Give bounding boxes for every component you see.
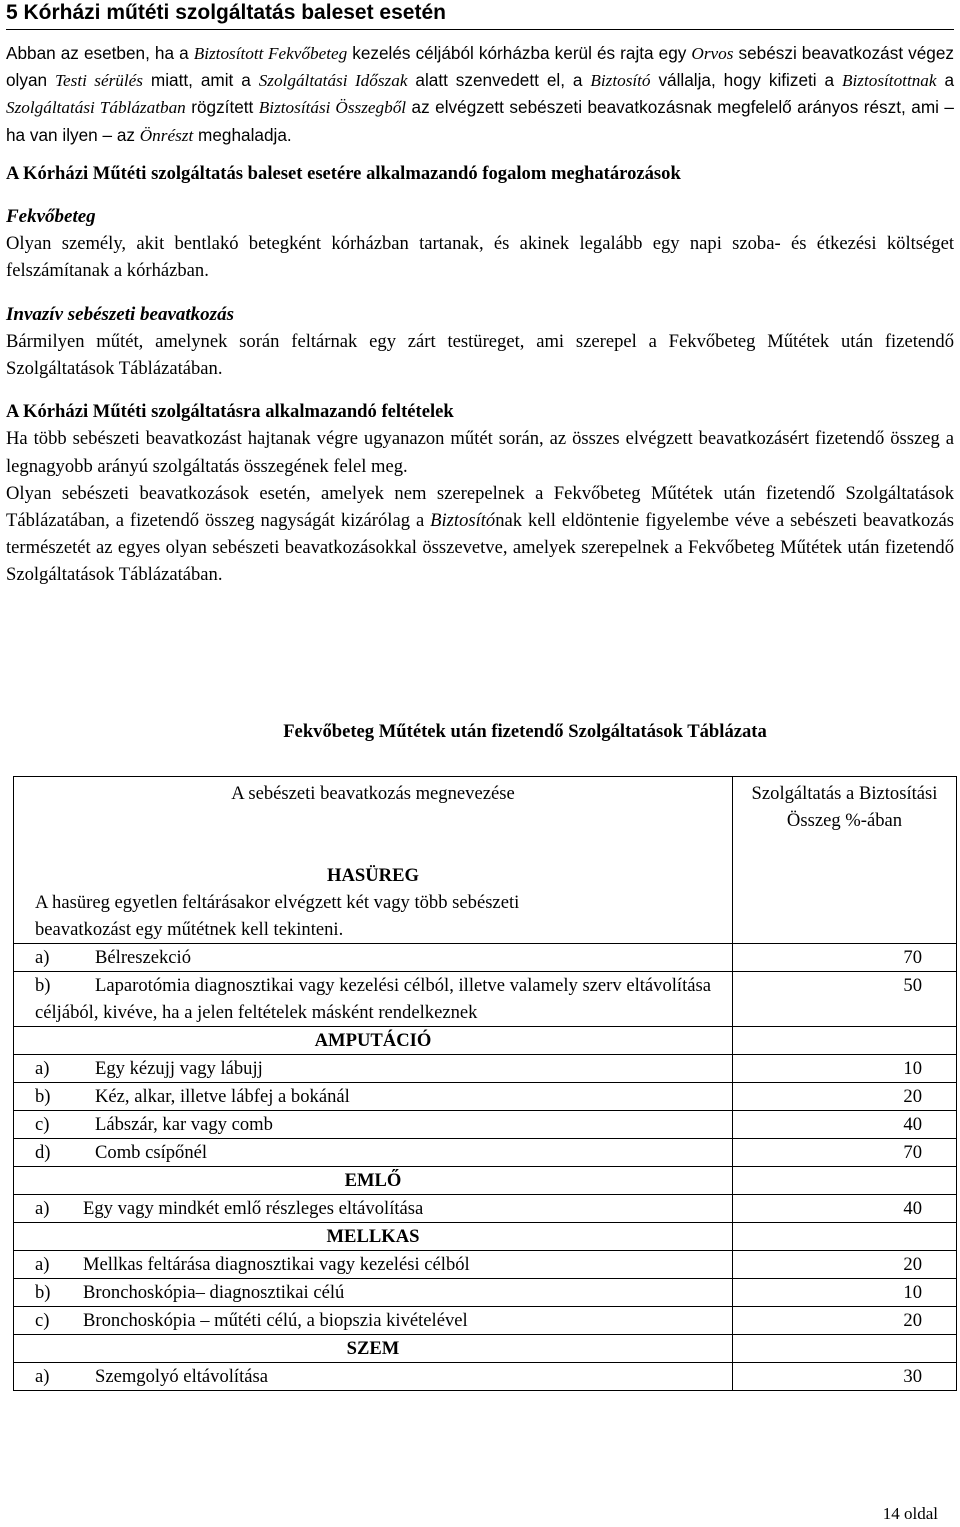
condition-2-italic: Biztosító bbox=[430, 510, 496, 532]
section-row bbox=[14, 1223, 957, 1251]
section-cell bbox=[14, 1167, 733, 1195]
intro-text-run: sebészi beavatkozást végez olyan bbox=[6, 43, 955, 91]
table-row bbox=[14, 1055, 957, 1083]
intro-text-run: az elvégzett sebészeti beavatkozásnak megfelelő arányos részt, ami – ha van ilyen – az bbox=[6, 97, 954, 145]
table-row bbox=[14, 944, 957, 972]
definitions-heading: A Kórházi Műtéti szolgáltatás baleset esetére alkalmazandó fogalom meghatározások bbox=[6, 162, 681, 184]
table-row bbox=[14, 1363, 957, 1391]
definition-text-fekvobeteg: Olyan személy, akit bentlakó betegként kórházban tartanak, és akinek legalább egy napi szoba- és étkezési költséget felszámítanak a kórházban. bbox=[6, 233, 954, 282]
item-value: 70 bbox=[733, 1139, 957, 1167]
intro-defined-term: Szolgáltatási Táblázatban bbox=[6, 98, 186, 118]
empty-value bbox=[733, 1167, 957, 1195]
definition-term-invaziv: Invazív sebészeti beavatkozás bbox=[6, 303, 234, 325]
table-title: Fekvőbeteg Műtétek után fizetendő Szolgáltatások Táblázata bbox=[283, 721, 767, 742]
item-label: b) bbox=[35, 1282, 51, 1303]
item-cell bbox=[14, 1363, 733, 1391]
intro-paragraph bbox=[6, 40, 954, 149]
section-cell bbox=[14, 1027, 733, 1055]
item-label: a) bbox=[35, 1198, 50, 1219]
condition-paragraph-1: Ha több sebészeti beavatkozást hajtanak végre ugyanazon műtét során, az összes elvégzett beavatkozásért fizetendő összeg a legnagyobb arányú szolgáltatás összegének felel meg. bbox=[6, 428, 954, 477]
intro-defined-term: Önrészt bbox=[139, 125, 194, 145]
empty-value bbox=[733, 1335, 957, 1363]
item-text: Bronchoskópia– diagnosztikai célú bbox=[83, 1282, 345, 1303]
item-value: 40 bbox=[733, 1111, 957, 1139]
item-cell bbox=[14, 972, 733, 1027]
table-row bbox=[14, 1251, 957, 1279]
table-header-row bbox=[14, 777, 957, 944]
table-row bbox=[14, 1111, 957, 1139]
condition-2-text: Olyan sebészeti beavatkozások esetén, amelyek nem szerepelnek a Fekvőbeteg Műtétek után fizetendő Szolgáltatások Táblázatában, a fizetendő összeg nagyságát kizárólag a bbox=[6, 482, 954, 532]
condition-2-text-end: nak kell eldöntenie figyelembe véve a sebészeti beavatkozás természetét az egyes olyan sebészeti beavatkozásokkal összevetve, amelyek szerepelnek a Fekvőbeteg Műtétek után fizetendő Szolgáltatások Táblázatában. bbox=[6, 510, 954, 586]
intro-text-run: rögzített bbox=[185, 97, 259, 118]
section-row bbox=[14, 1167, 957, 1195]
services-table bbox=[13, 776, 957, 1391]
item-text: Egy kézujj vagy lábujj bbox=[95, 1058, 263, 1079]
table-row bbox=[14, 1279, 957, 1307]
section-amputacio-title: AMPUTÁCIÓ bbox=[314, 1030, 432, 1051]
item-cell bbox=[14, 1195, 733, 1223]
intro-defined-term: Testi sérülés bbox=[55, 71, 143, 91]
item-value: 20 bbox=[733, 1307, 957, 1335]
item-label: b) bbox=[35, 1086, 51, 1107]
item-text: Mellkas feltárása diagnosztikai vagy kezelési célból bbox=[83, 1254, 470, 1275]
section-hasureg-title: HASÜREG bbox=[327, 865, 419, 886]
item-cell bbox=[14, 944, 733, 972]
table-row bbox=[14, 972, 957, 1027]
table-row bbox=[14, 1139, 957, 1167]
item-text: Bélreszekció bbox=[95, 947, 192, 968]
section-mellkas-title: MELLKAS bbox=[326, 1226, 420, 1247]
intro-defined-term: Biztosítottnak bbox=[842, 71, 937, 91]
item-text: Szemgolyó eltávolítása bbox=[95, 1366, 268, 1387]
section-cell bbox=[14, 1335, 733, 1363]
item-value: 10 bbox=[733, 1279, 957, 1307]
item-cell bbox=[14, 1083, 733, 1111]
table-row bbox=[14, 1195, 957, 1223]
intro-defined-term: Biztosított Fekvőbeteg bbox=[193, 44, 348, 63]
item-value: 30 bbox=[733, 1363, 957, 1391]
item-label: a) bbox=[35, 947, 50, 968]
intro-text-run: Abban az esetben, ha a bbox=[6, 43, 194, 63]
item-value: 50 bbox=[733, 972, 957, 1027]
intro-text-run: vállalja, hogy kifizeti a bbox=[650, 70, 842, 91]
item-text: Lábszár, kar vagy comb bbox=[95, 1114, 273, 1135]
section-cell bbox=[14, 1223, 733, 1251]
item-cell bbox=[14, 1111, 733, 1139]
empty-value bbox=[733, 1223, 957, 1251]
item-value: 10 bbox=[733, 1055, 957, 1083]
item-value: 70 bbox=[733, 944, 957, 972]
item-cell bbox=[14, 1251, 733, 1279]
item-label: a) bbox=[35, 1058, 50, 1079]
item-value: 20 bbox=[733, 1083, 957, 1111]
item-cell bbox=[14, 1055, 733, 1083]
intro-text-run: kezelés céljából kórházba kerül és rajta egy bbox=[347, 43, 692, 63]
intro-text-run: a bbox=[936, 70, 955, 91]
table-row bbox=[14, 1307, 957, 1335]
intro-text-run: alatt szenvedett el, a bbox=[407, 70, 591, 91]
empty-value bbox=[733, 1027, 957, 1055]
item-text: Egy vagy mindkét emlő részleges eltávolítása bbox=[83, 1198, 424, 1219]
item-value: 40 bbox=[733, 1195, 957, 1223]
col1-header-text: A sebészeti beavatkozás megnevezése bbox=[231, 783, 515, 804]
item-label: d) bbox=[35, 1142, 51, 1163]
intro-defined-term: Orvos bbox=[691, 44, 734, 63]
item-text: Kéz, alkar, illetve lábfej a bokánál bbox=[95, 1086, 350, 1107]
definition-text-invaziv: Bármilyen műtét, amelynek során feltárnak egy zárt testüreget, ami szerepel a Fekvőbeteg Műtétek után fizetendő Szolgáltatások Táblázatában. bbox=[6, 330, 954, 380]
document-page bbox=[6, 0, 954, 589]
item-value: 20 bbox=[733, 1251, 957, 1279]
item-cell bbox=[14, 1307, 733, 1335]
section-row bbox=[14, 1027, 957, 1055]
item-cell bbox=[14, 1139, 733, 1167]
section-row bbox=[14, 1335, 957, 1363]
item-label: c) bbox=[35, 1310, 50, 1331]
hasureg-note: A hasüreg egyetlen feltárásakor elvégzett két vagy több sebészeti beavatkozást egy műtétnek kell tekinteni. bbox=[35, 892, 520, 940]
intro-text-run: miatt, amit a bbox=[143, 70, 259, 91]
item-cell bbox=[14, 1279, 733, 1307]
col2-header bbox=[733, 777, 957, 944]
section-szem-title: SZEM bbox=[346, 1338, 400, 1359]
col2-header-text: Szolgáltatás a Biztosítási Összeg %-ában bbox=[751, 783, 938, 831]
section-heading: 5 Kórházi műtéti szolgáltatás baleset esetén bbox=[6, 1, 446, 24]
intro-text-run: meghaladja. bbox=[193, 124, 292, 145]
item-text: Comb csípőnél bbox=[95, 1142, 208, 1163]
col1-header bbox=[14, 777, 733, 944]
definition-term-fekvobeteg: Fekvőbeteg bbox=[6, 206, 96, 228]
intro-defined-term: Biztosító bbox=[590, 71, 651, 91]
item-text: Laparotómia diagnosztikai vagy kezelési célból, illetve valamely szerv eltávolítása céljából, kivéve, ha a jelen feltételek másként rendelkeznek bbox=[35, 975, 711, 1023]
item-label: a) bbox=[35, 1254, 50, 1275]
heading-rule bbox=[6, 29, 954, 30]
page-number: 14 oldal bbox=[882, 1504, 938, 1523]
intro-defined-term: Szolgáltatási Időszak bbox=[258, 71, 408, 91]
conditions-heading: A Kórházi Műtéti szolgáltatásra alkalmazandó feltételek bbox=[6, 401, 454, 423]
item-label: b) bbox=[35, 975, 51, 996]
item-label: c) bbox=[35, 1114, 50, 1135]
intro-defined-term: Biztosítási Összegből bbox=[258, 98, 407, 118]
table-row bbox=[14, 1083, 957, 1111]
item-text: Bronchoskópia – műtéti célú, a biopszia kivételével bbox=[83, 1310, 468, 1331]
item-label: a) bbox=[35, 1366, 50, 1387]
condition-paragraph-2 bbox=[6, 480, 954, 589]
section-emlo-title: EMLŐ bbox=[344, 1170, 402, 1191]
